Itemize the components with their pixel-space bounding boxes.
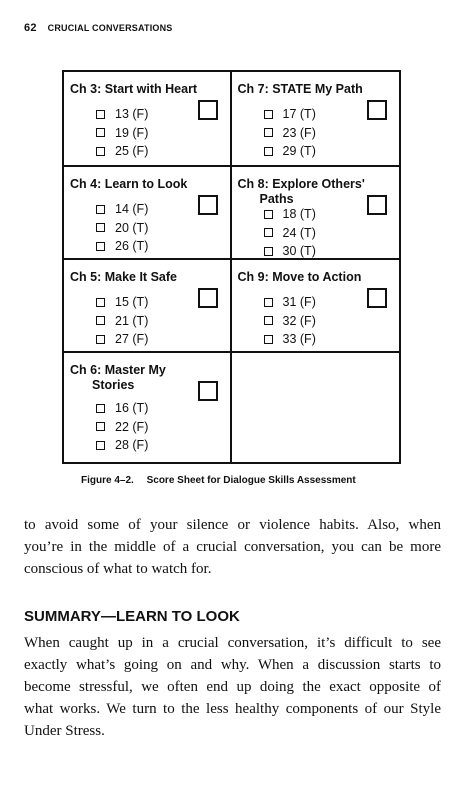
figure-caption <box>81 475 356 486</box>
answer-item: 20 (T) <box>96 219 148 238</box>
answer-item: 21 (T) <box>96 312 148 331</box>
answer-item: 33 (F) <box>264 330 316 349</box>
total-score-box[interactable] <box>198 381 218 401</box>
total-score-box[interactable] <box>198 100 218 120</box>
checkbox-icon[interactable] <box>96 404 105 413</box>
answer-item: 32 (F) <box>264 312 316 331</box>
answer-item: 18 (T) <box>264 205 316 224</box>
total-score-box[interactable] <box>198 288 218 308</box>
figure-label: Figure 4–2. <box>81 475 134 486</box>
score-cell-ch4 <box>64 167 232 260</box>
answer-item: 15 (T) <box>96 293 148 312</box>
page-number: 62 <box>24 22 37 34</box>
checkbox-icon[interactable] <box>264 247 273 256</box>
empty-cell <box>232 353 400 462</box>
checkbox-icon[interactable] <box>264 210 273 219</box>
answer-list <box>96 293 148 349</box>
checkbox-icon[interactable] <box>96 128 105 137</box>
cell-title: Ch 7: STATE My Path <box>237 82 363 96</box>
text-line: Under Stress. <box>24 723 105 739</box>
checkbox-icon[interactable] <box>264 110 273 119</box>
score-cell-ch3 <box>64 72 232 167</box>
cell-title: Ch 8: Explore Others' Paths <box>237 177 365 206</box>
answer-list <box>96 399 148 455</box>
answer-item: 28 (F) <box>96 436 148 455</box>
text-line: what works. We turn to the less healthy components of our Style <box>24 701 441 717</box>
answer-item: 19 (F) <box>96 124 148 143</box>
body-paragraph-2 <box>24 632 441 742</box>
text-line: When caught up in a crucial conversation, it’s difficult to see <box>24 635 441 651</box>
checkbox-icon[interactable] <box>96 242 105 251</box>
answer-item: 31 (F) <box>264 293 316 312</box>
cell-title: Ch 6: Master My Stories <box>70 363 166 392</box>
checkbox-icon[interactable] <box>96 205 105 214</box>
running-head <box>24 22 173 34</box>
answer-item: 26 (T) <box>96 237 148 256</box>
score-cell-ch7 <box>232 72 400 167</box>
answer-item: 13 (F) <box>96 105 148 124</box>
text-line: to avoid some of your silence or violence habits. Also, when <box>24 517 441 533</box>
figure-caption-text: Score Sheet for Dialogue Skills Assessment <box>146 475 356 486</box>
total-score-box[interactable] <box>367 195 387 215</box>
checkbox-icon[interactable] <box>264 147 273 156</box>
answer-item: 25 (F) <box>96 142 148 161</box>
score-cell-ch9 <box>232 260 400 353</box>
score-cell-ch6 <box>64 353 232 462</box>
answer-item: 27 (F) <box>96 330 148 349</box>
text-line: exactly what’s going on and why. When a discussion starts to <box>24 657 441 673</box>
book-title: CRUCIAL CONVERSATIONS <box>47 23 173 33</box>
answer-item: 23 (F) <box>264 124 316 143</box>
checkbox-icon[interactable] <box>96 147 105 156</box>
checkbox-icon[interactable] <box>264 128 273 137</box>
score-cell-ch8 <box>232 167 400 260</box>
score-cell-ch5 <box>64 260 232 353</box>
body-paragraph-1 <box>24 514 441 580</box>
checkbox-icon[interactable] <box>96 441 105 450</box>
cell-title: Ch 9: Move to Action <box>237 270 362 284</box>
answer-item: 17 (T) <box>264 105 316 124</box>
cell-title: Ch 3: Start with Heart <box>70 82 198 96</box>
checkbox-icon[interactable] <box>96 110 105 119</box>
text-line: conscious of what to watch for. <box>24 561 212 577</box>
answer-item: 22 (F) <box>96 418 148 437</box>
section-heading: SUMMARY—LEARN TO LOOK <box>24 608 240 625</box>
answer-item: 29 (T) <box>264 142 316 161</box>
score-sheet <box>62 70 401 464</box>
checkbox-icon[interactable] <box>96 335 105 344</box>
checkbox-icon[interactable] <box>264 228 273 237</box>
text-line: become stressful, we often end up doing the exact opposite of <box>24 679 441 695</box>
checkbox-icon[interactable] <box>264 316 273 325</box>
total-score-box[interactable] <box>367 288 387 308</box>
answer-list <box>264 205 316 261</box>
answer-list <box>96 200 148 256</box>
checkbox-icon[interactable] <box>96 298 105 307</box>
checkbox-icon[interactable] <box>96 316 105 325</box>
answer-list <box>96 105 148 161</box>
checkbox-icon[interactable] <box>264 335 273 344</box>
answer-item: 30 (T) <box>264 242 316 261</box>
answer-item: 14 (F) <box>96 200 148 219</box>
text-line: you’re in the middle of a crucial conversation, you can be more <box>24 539 441 555</box>
cell-title: Ch 4: Learn to Look <box>70 177 188 191</box>
answer-item: 16 (T) <box>96 399 148 418</box>
cell-title: Ch 5: Make It Safe <box>70 270 177 284</box>
checkbox-icon[interactable] <box>96 422 105 431</box>
total-score-box[interactable] <box>367 100 387 120</box>
checkbox-icon[interactable] <box>264 298 273 307</box>
answer-item: 24 (T) <box>264 224 316 243</box>
answer-list <box>264 293 316 349</box>
answer-list <box>264 105 316 161</box>
checkbox-icon[interactable] <box>96 223 105 232</box>
total-score-box[interactable] <box>198 195 218 215</box>
